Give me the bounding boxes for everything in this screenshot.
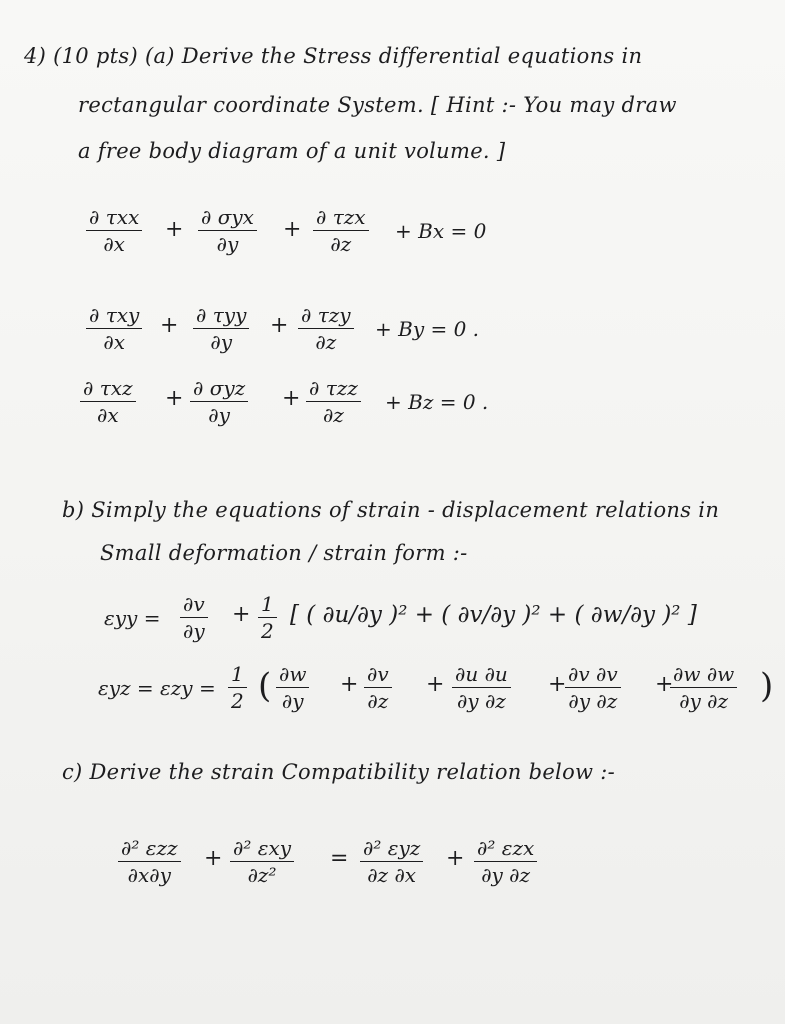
numerator: ∂ τxz (83, 376, 133, 400)
denominator: ∂z² (247, 863, 277, 887)
fraction-dtzy-dz (298, 303, 354, 354)
part-b-line-2: Small deformation / strain form :- (100, 541, 468, 565)
plus-sign: + (282, 386, 301, 411)
numerator: ∂w ∂w (673, 662, 735, 686)
equation-tail: + By = 0 . (375, 317, 480, 341)
numerator: ∂u ∂u (455, 662, 508, 686)
plus-sign: + (165, 217, 184, 242)
denominator: ∂z (322, 403, 344, 427)
denominator: ∂y (216, 232, 239, 256)
stress-equation-z (0, 376, 785, 446)
fraction-dtzz-dz (306, 376, 361, 427)
denominator: ∂z (330, 232, 352, 256)
bracket-expression: [ ( ∂u/∂y )² + ( ∂v/∂y )² + ( ∂w/∂y )² ] (290, 602, 697, 628)
numerator: ∂ σyx (201, 205, 254, 229)
fraction-dtxy-dx (86, 303, 142, 354)
numerator: ∂² εxy (233, 836, 292, 860)
numerator: ∂ σyz (193, 376, 246, 400)
numerator: 1 (231, 662, 244, 686)
fraction-dtyy-dy (193, 303, 249, 354)
denominator: ∂z (367, 689, 389, 713)
fraction-one-half (228, 662, 247, 713)
denominator: ∂y (183, 619, 205, 643)
fraction-d2ezz-dxdy (118, 836, 181, 887)
numerator: ∂w (279, 662, 307, 686)
denominator: ∂x (103, 232, 125, 256)
denominator: 2 (231, 689, 244, 713)
numerator: ∂ τxy (89, 303, 140, 327)
numerator: ∂v (183, 592, 205, 616)
plus-sign: + (165, 386, 184, 411)
plus-sign: + (270, 313, 289, 338)
equals-sign: = (330, 846, 349, 871)
fraction-dtzx-dz (313, 205, 369, 256)
problem-line-3: a free body diagram of a unit volume. ] (78, 139, 506, 163)
fraction-dv-dy (180, 592, 208, 643)
part-b-line-1: b) Simply the equations of strain - displacement relations in (62, 498, 720, 522)
denominator: ∂y ∂z (456, 689, 506, 713)
numerator: ∂v ∂v (568, 662, 618, 686)
lhs-eps-yz: εyz = εzy = (98, 676, 216, 700)
strain-equation-yz (0, 662, 785, 732)
denominator: ∂x (96, 403, 119, 427)
denominator: ∂y (210, 330, 232, 354)
close-paren: ) (760, 666, 774, 706)
fraction-one-half (258, 592, 277, 643)
stress-equation-x (0, 205, 785, 275)
fraction-d2eyz-dzdx (360, 836, 423, 887)
fraction-d2exy-dz2 (230, 836, 294, 887)
equation-tail: + Bx = 0 (395, 219, 487, 243)
open-paren: ( (258, 666, 272, 706)
fraction-dtxz-dx (80, 376, 136, 427)
denominator: ∂y ∂z (481, 863, 531, 887)
numerator: ∂² εyz (363, 836, 421, 860)
denominator: ∂y ∂z (679, 689, 729, 713)
fraction-dtxx-dx (86, 205, 142, 256)
compatibility-equation (0, 836, 785, 906)
denominator: ∂z (315, 330, 337, 354)
plus-sign: + (204, 846, 223, 871)
lhs-eps-yy: εyy = (104, 606, 161, 630)
stress-equation-y (0, 303, 785, 373)
fraction-dv-dy-dv-dz (565, 662, 621, 713)
numerator: ∂ τxx (89, 205, 140, 229)
denominator: ∂x (103, 330, 125, 354)
problem-line-2: rectangular coordinate System. [ Hint :- You may draw (78, 93, 677, 117)
plus-sign: + (655, 672, 674, 697)
numerator: ∂² εzz (121, 836, 178, 860)
denominator: ∂x∂y (127, 863, 171, 887)
denominator: ∂y (281, 689, 304, 713)
numerator: ∂ τyy (196, 303, 247, 327)
fraction-dsyx-dy (198, 205, 257, 256)
plus-sign: + (340, 672, 359, 697)
fraction-d2ezx-dydz (474, 836, 537, 887)
fraction-dsyz-dy (190, 376, 248, 427)
strain-equation-yy (0, 592, 785, 662)
numerator: 1 (261, 592, 274, 616)
part-c-line-1: c) Derive the strain Compatibility relation below :- (62, 760, 616, 784)
plus-sign: + (426, 672, 445, 697)
plus-sign: + (232, 602, 251, 627)
fraction-dw-dy (276, 662, 309, 713)
numerator: ∂ τzx (316, 205, 366, 229)
plus-sign: + (283, 217, 302, 242)
numerator: ∂ τzy (301, 303, 351, 327)
fraction-dw-dy-dw-dz (670, 662, 737, 713)
problem-line-1: 4) (10 pts) (a) Derive the Stress differential equations in (24, 44, 643, 68)
fraction-dv-dz (364, 662, 392, 713)
denominator: ∂z ∂x (367, 863, 417, 887)
plus-sign: + (446, 846, 465, 871)
denominator: ∂y (208, 403, 230, 427)
numerator: ∂ τzz (309, 376, 358, 400)
equation-tail: + Bz = 0 . (385, 390, 489, 414)
denominator: 2 (261, 619, 274, 643)
denominator: ∂y ∂z (568, 689, 618, 713)
plus-sign: + (548, 672, 567, 697)
fraction-du-dy-du-dz (452, 662, 511, 713)
numerator: ∂v (367, 662, 389, 686)
numerator: ∂² εzx (477, 836, 535, 860)
plus-sign: + (160, 313, 179, 338)
